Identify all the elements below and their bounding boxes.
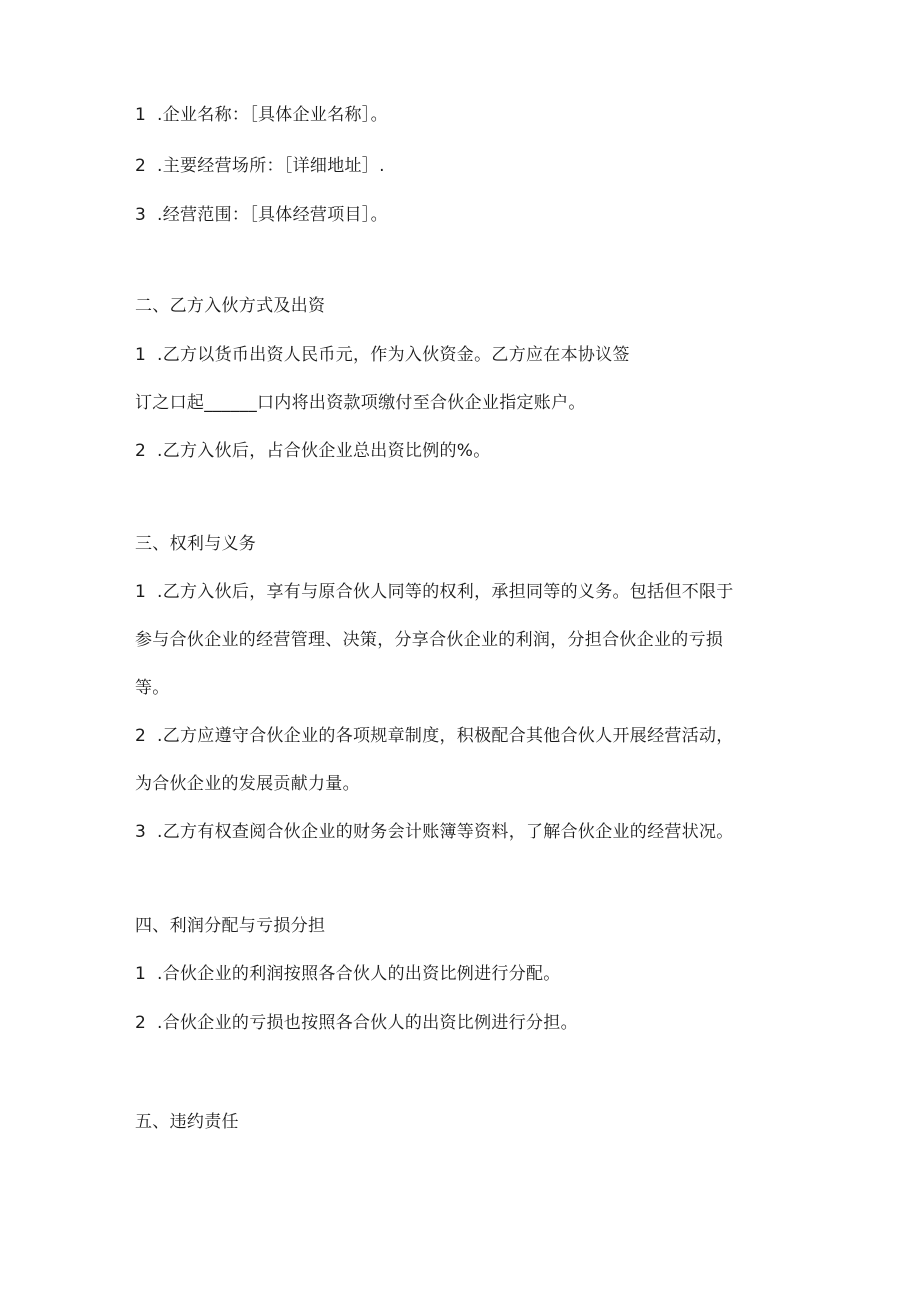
item-text: .乙方应遵守合伙企业的各项规章制度，积极配合其他合伙人开展经营活动， xyxy=(157,726,734,746)
item-number: 2 xyxy=(135,441,147,461)
list-item xyxy=(135,343,630,367)
list-item xyxy=(135,439,491,463)
item-number: 1 xyxy=(135,964,147,984)
list-item xyxy=(135,1011,578,1035)
section-heading: 五、违约责任 xyxy=(135,1112,239,1132)
item-number: 2 xyxy=(135,726,147,746)
item-text: .主要经营场所：［详细地址］. xyxy=(157,156,385,176)
list-item xyxy=(135,103,388,127)
item-continuation: 为合伙企业的发展贡献力量。 xyxy=(135,774,360,794)
item-number: 3 xyxy=(135,822,147,842)
item-text: .合伙企业的亏损也按照各合伙人的出资比例进行分担。 xyxy=(157,1013,578,1033)
item-text: .乙方入伙后，享有与原合伙人同等的权利，承担同等的义务。包括但不限于 xyxy=(157,582,734,602)
list-item xyxy=(135,203,388,227)
item-number: 1 xyxy=(135,105,147,125)
list-item xyxy=(135,724,734,748)
item-text: .合伙企业的利润按照各合伙人的出资比例进行分配。 xyxy=(157,964,561,984)
list-item xyxy=(135,820,734,844)
item-text: .企业名称：［具体企业名称］。 xyxy=(157,105,388,125)
item-text: .乙方有权查阅合伙企业的财务会计账簿等资料，了解合伙企业的经营状况。 xyxy=(157,822,734,842)
list-item xyxy=(135,580,734,604)
item-number: 1 xyxy=(135,345,147,365)
section-heading: 四、利润分配与亏损分担 xyxy=(135,916,326,936)
item-number: 3 xyxy=(135,205,147,225)
item-continuation: 参与合伙企业的经营管理、决策，分享合伙企业的利润，分担合伙企业的亏损 xyxy=(135,630,724,650)
item-number: 2 xyxy=(135,1013,147,1033)
list-item xyxy=(135,962,561,986)
section-heading: 二、乙方入伙方式及出资 xyxy=(135,296,326,316)
section-heading: 三、权利与义务 xyxy=(135,534,257,554)
list-item xyxy=(135,154,385,178)
item-number: 2 xyxy=(135,156,147,176)
item-number: 1 xyxy=(135,582,147,602)
item-text: .乙方以货币出资人民币元，作为入伙资金。乙方应在本协议签 xyxy=(157,345,630,365)
item-text: .经营范围：［具体经营项目］。 xyxy=(157,205,388,225)
item-continuation: 订之口起______口内将出资款项缴付至合伙企业指定账户。 xyxy=(135,393,586,413)
item-continuation: 等。 xyxy=(135,678,170,698)
item-text: .乙方入伙后，占合伙企业总出资比例的%。 xyxy=(157,441,491,461)
